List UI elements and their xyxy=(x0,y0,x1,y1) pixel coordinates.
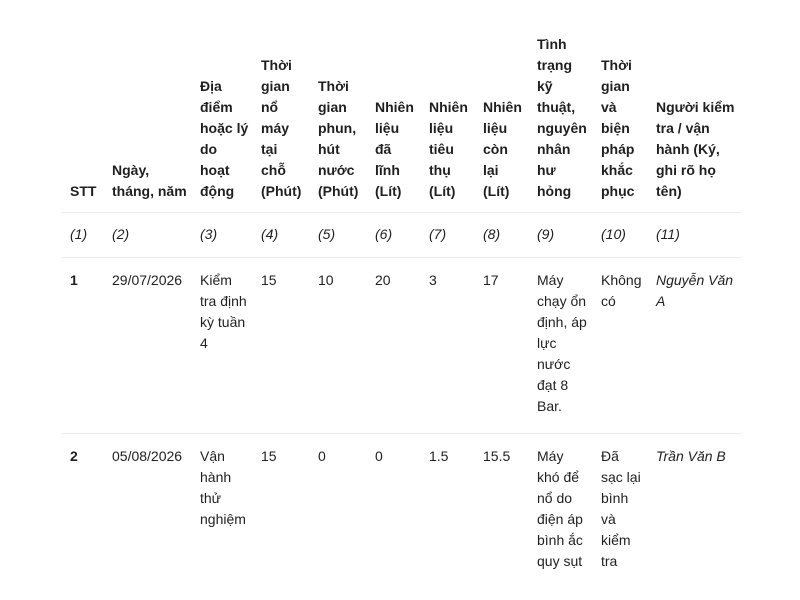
column-number: (1) xyxy=(62,213,104,258)
header-fuel-consumed: Nhiên liệu tiêu thụ (Lít) xyxy=(421,30,475,213)
cell-pump-time: 0 xyxy=(310,434,367,589)
header-remedy: Thời gian và biện pháp khắc phục xyxy=(593,30,648,213)
cell-inspector: Trần Văn B xyxy=(648,434,742,589)
cell-technical-status: Máy khó để nổ do điện áp bình ắc quy sụt xyxy=(529,434,593,589)
cell-remedy: Không có xyxy=(593,258,648,434)
cell-location: Vận hành thử nghiệm xyxy=(192,434,253,589)
cell-fuel-consumed: 1.5 xyxy=(421,434,475,589)
cell-date: 29/07/2026 xyxy=(104,258,192,434)
column-number: (5) xyxy=(310,213,367,258)
header-date: Ngày, tháng, năm xyxy=(104,30,192,213)
cell-stt: 1 xyxy=(62,258,104,434)
cell-idle-time: 15 xyxy=(253,434,310,589)
header-technical-status: Tình trạng kỹ thuật, nguyên nhân hư hỏng xyxy=(529,30,593,213)
header-pump-time: Thời gian phun, hút nước (Phút) xyxy=(310,30,367,213)
header-fuel-received: Nhiên liệu đã lĩnh (Lít) xyxy=(367,30,421,213)
header-idle-time: Thời gian nổ máy tại chỗ (Phút) xyxy=(253,30,310,213)
bottom-fade xyxy=(0,578,800,600)
column-number: (4) xyxy=(253,213,310,258)
cell-fuel-received: 20 xyxy=(367,258,421,434)
header-inspector: Người kiểm tra / vận hành (Ký, ghi rõ họ tên) xyxy=(648,30,742,213)
cell-stt: 2 xyxy=(62,434,104,589)
header-stt: STT xyxy=(62,30,104,213)
column-number: (9) xyxy=(529,213,593,258)
cell-fuel-remaining: 17 xyxy=(475,258,529,434)
cell-pump-time: 10 xyxy=(310,258,367,434)
equipment-log-table xyxy=(62,30,742,589)
cell-date: 05/08/2026 xyxy=(104,434,192,589)
column-number: (11) xyxy=(648,213,742,258)
log-table-viewport xyxy=(62,30,735,580)
table-row xyxy=(62,434,742,589)
cell-remedy: Đã sạc lại bình và kiểm tra xyxy=(593,434,648,589)
header-location: Địa điểm hoặc lý do hoạt động xyxy=(192,30,253,213)
cell-fuel-consumed: 3 xyxy=(421,258,475,434)
column-number: (10) xyxy=(593,213,648,258)
cell-fuel-received: 0 xyxy=(367,434,421,589)
table-row xyxy=(62,258,742,434)
column-number: (3) xyxy=(192,213,253,258)
cell-inspector: Nguyễn Văn A xyxy=(648,258,742,434)
column-number: (8) xyxy=(475,213,529,258)
column-number: (6) xyxy=(367,213,421,258)
cell-location: Kiểm tra định kỳ tuần 4 xyxy=(192,258,253,434)
cell-technical-status: Máy chạy ổn định, áp lực nước đạt 8 Bar. xyxy=(529,258,593,434)
column-number-row xyxy=(62,213,742,258)
column-number: (2) xyxy=(104,213,192,258)
header-fuel-remaining: Nhiên liệu còn lại (Lít) xyxy=(475,30,529,213)
column-number: (7) xyxy=(421,213,475,258)
cell-idle-time: 15 xyxy=(253,258,310,434)
table-header-row xyxy=(62,30,742,213)
cell-fuel-remaining: 15.5 xyxy=(475,434,529,589)
